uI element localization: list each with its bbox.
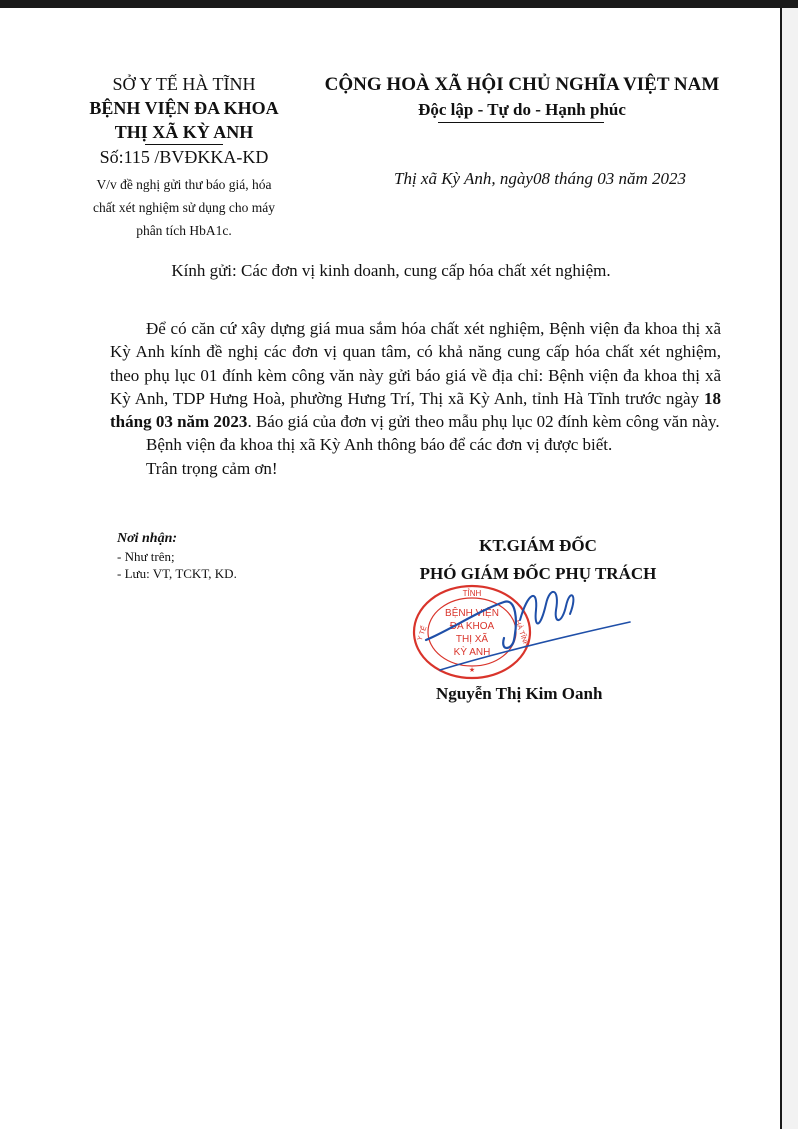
stamp-line3: THỊ XÃ: [455, 634, 489, 645]
hospital-name-line1: BỆNH VIỆN ĐA KHOA: [89, 98, 279, 118]
signature-title2: PHÓ GIÁM ĐỐC PHỤ TRÁCH: [419, 564, 657, 583]
body-text: [110, 317, 721, 480]
stamp-ring-top: TỈNH: [462, 589, 482, 598]
body-p1-part1: Để có căn cứ xây dựng giá mua sắm hóa chất xét nghiệm, Bệnh viện đa khoa thị xã Kỳ Anh kính đề nghị các đơn vị quan tâm, có khả năng cung cấp hóa chất xét nghiệm, theo phụ lục 01 đính kèm công văn này gửi báo giá về địa chỉ: Bệnh viện đa khoa thị xã Kỳ Anh, TDP Hưng Hoà, phường Hưng Trí, Thị xã Kỳ Anh, tỉnh Hà Tĩnh trước ngày: [110, 319, 721, 408]
agency-name: SỞ Y TẾ HÀ TĨNH: [112, 74, 256, 94]
header-left: [70, 72, 298, 242]
motto-rule: [438, 122, 604, 123]
country-name: CỘNG HOÀ XÃ HỘI CHỦ NGHĨA VIỆT NAM: [324, 74, 720, 95]
stamp-line4: KỲ ANH: [453, 647, 491, 658]
stamp-ring-left: Y TẾ: [416, 625, 429, 642]
stamp-line1: BỆNH VIỆN: [445, 608, 499, 619]
stamp-line2: ĐA KHOA: [449, 621, 495, 632]
hospital-name-line2: THỊ XÃ KỲ ANH: [114, 122, 254, 142]
subject-line2: chất xét nghiệm sử dụng cho máy: [92, 200, 276, 215]
recipient-item: - Như trên;: [117, 549, 175, 564]
recipients-label: Nơi nhận:: [117, 531, 178, 546]
greeting: Kính gửi: Các đơn vị kinh doanh, cung cấp hóa chất xét nghiệm.: [171, 261, 611, 280]
stamp-star-icon: ★: [468, 667, 476, 674]
signer-name: Nguyễn Thị Kim Oanh: [436, 684, 603, 703]
document-number: Số:115 /BVĐKKA-KD: [99, 147, 269, 167]
national-motto: Độc lập - Tự do - Hạnh phúc: [418, 100, 626, 119]
signature-title1: KT.GIÁM ĐỐC: [479, 536, 597, 555]
handwritten-signature-icon: [420, 580, 640, 690]
top-border: [0, 0, 798, 8]
body-paragraph-1: [110, 317, 721, 433]
subject-line3: phân tích HbA1c.: [136, 223, 232, 238]
body-paragraph-2: Bệnh viện đa khoa thị xã Kỳ Anh thông báo để các đơn vị được biết.: [146, 435, 613, 455]
document-date: Thị xã Kỳ Anh, ngày08 tháng 03 năm 2023: [394, 169, 686, 188]
subject-line1: V/v đề nghị gửi thư báo giá, hóa: [96, 177, 272, 192]
body-p1-deadline: 18 tháng 03 năm 2023: [110, 388, 721, 432]
recipients-block: [117, 530, 337, 582]
signature-title-block: [388, 534, 688, 586]
recipient-item: - Lưu: VT, TCKT, KD.: [117, 566, 237, 581]
stamp-ring-right: HÀ TĨNH: [513, 619, 530, 648]
body-p1-part2: . Báo giá của đơn vị gửi theo mẫu phụ lục 02 đính kèm công văn này.: [247, 412, 720, 432]
header-right: [312, 72, 732, 123]
body-paragraph-3: Trân trọng cảm ơn!: [146, 458, 278, 478]
